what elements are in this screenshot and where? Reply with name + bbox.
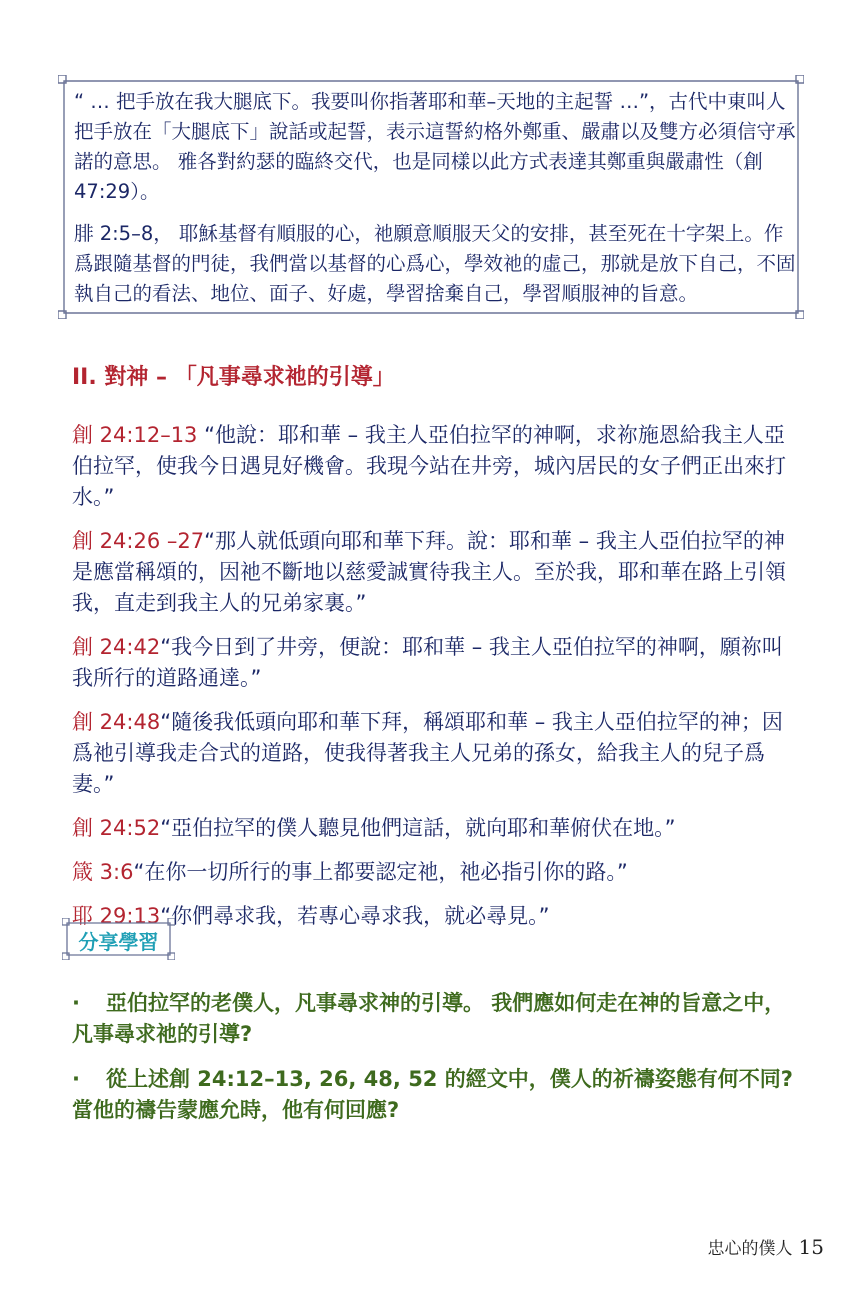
question-item: [72, 1064, 800, 1126]
question-item: [72, 988, 800, 1050]
verse-text: “隨後我低頭向耶和華下拜，稱頌耶和華 – 我主人亞伯拉罕的神；因爲祂引導我走合式的道路，使我得著我主人兄弟的孫女，給我主人的兒子爲妻。”: [72, 710, 783, 796]
bullet-icon: ·: [72, 991, 80, 1015]
verse-reference: 創 24:48: [72, 710, 161, 734]
quote-paragraph: “ … 把手放在我大腿底下。我要叫你指著耶和華–天地的主起誓 …”，古代中東叫人把手放在「大腿底下」說話或起誓，表示這誓約格外鄭重、嚴肅以及雙方必須信守承諾的意思。 雅各對約瑟的臨終交代，也是同樣以此方式表達其鄭重與嚴肅性（創 47:29）。: [74, 90, 796, 203]
share-label-text: 分享學習: [78, 930, 159, 954]
verse-reference: 創 24:52: [72, 816, 161, 840]
bullet-icon: ·: [72, 1067, 80, 1091]
verse-text: “在你一切所行的事上都要認定祂，祂必指引你的路。”: [133, 860, 628, 884]
page-footer: [708, 1234, 824, 1259]
quote-box: [58, 75, 804, 319]
verse-reference: 創 24:42: [72, 635, 161, 659]
verse-item: [72, 707, 794, 800]
discussion-questions: [72, 988, 800, 1126]
verse-list: [72, 420, 794, 932]
verse-item: [72, 526, 794, 619]
question-text: 亞伯拉罕的老僕人，凡事尋求神的引導。 我們應如何走在神的旨意之中，凡事尋求祂的引導?: [72, 991, 786, 1046]
verse-item: [72, 901, 794, 932]
verse-reference: 耶 29:13: [72, 904, 161, 928]
verse-reference: 創 24:12–13: [72, 423, 198, 447]
verse-reference: 創 24:26 –27: [72, 529, 205, 553]
footer-title: 忠心的僕人: [707, 1239, 793, 1259]
quote-paragraph: 腓 2:5–8， 耶穌基督有順服的心，祂願意順服天父的安排，甚至死在十字架上。作爲跟隨基督的門徒，我們當以基督的心爲心，學效祂的虛己，那就是放下自己，不固執自己的看法、地位、面子、好處，學習捨棄自己，學習順服神的旨意。: [74, 222, 796, 305]
quote-box-text: [74, 87, 796, 309]
question-text: 從上述創 24:12–13, 26, 48, 52 的經文中，僕人的祈禱姿態有何不同? 當他的禱告蒙應允時，他有何回應?: [72, 1067, 793, 1122]
verse-item: [72, 813, 794, 844]
verse-text: “你們尋求我，若專心尋求我，就必尋見。”: [160, 904, 550, 928]
share-label-badge: [62, 918, 175, 960]
verse-item: [72, 632, 794, 694]
verse-text: “我今日到了井旁，便說：耶和華 – 我主人亞伯拉罕的神啊，願祢叫我所行的道路通達。”: [72, 635, 783, 690]
page-number: 15: [798, 1235, 824, 1259]
verse-text: “那人就低頭向耶和華下拜。說：耶和華 – 我主人亞伯拉罕的神是應當稱頌的，因祂不斷地以慈愛誠實待我主人。至於我，耶和華在路上引領我，直走到我主人的兄弟家裏。”: [72, 529, 786, 615]
section-heading: II. 對神 – 「凡事尋求祂的引導」: [72, 365, 395, 390]
verse-reference: 箴 3:6: [72, 860, 134, 884]
verse-text: “亞伯拉罕的僕人聽見他們這話，就向耶和華俯伏在地。”: [160, 816, 676, 840]
verse-item: [72, 420, 794, 513]
verse-text: “他說：耶和華 – 我主人亞伯拉罕的神啊，求祢施恩給我主人亞伯拉罕，使我今日遇見好機會。我現今站在井旁，城內居民的女子們正出來打水。”: [72, 423, 786, 509]
verse-item: [72, 857, 794, 888]
